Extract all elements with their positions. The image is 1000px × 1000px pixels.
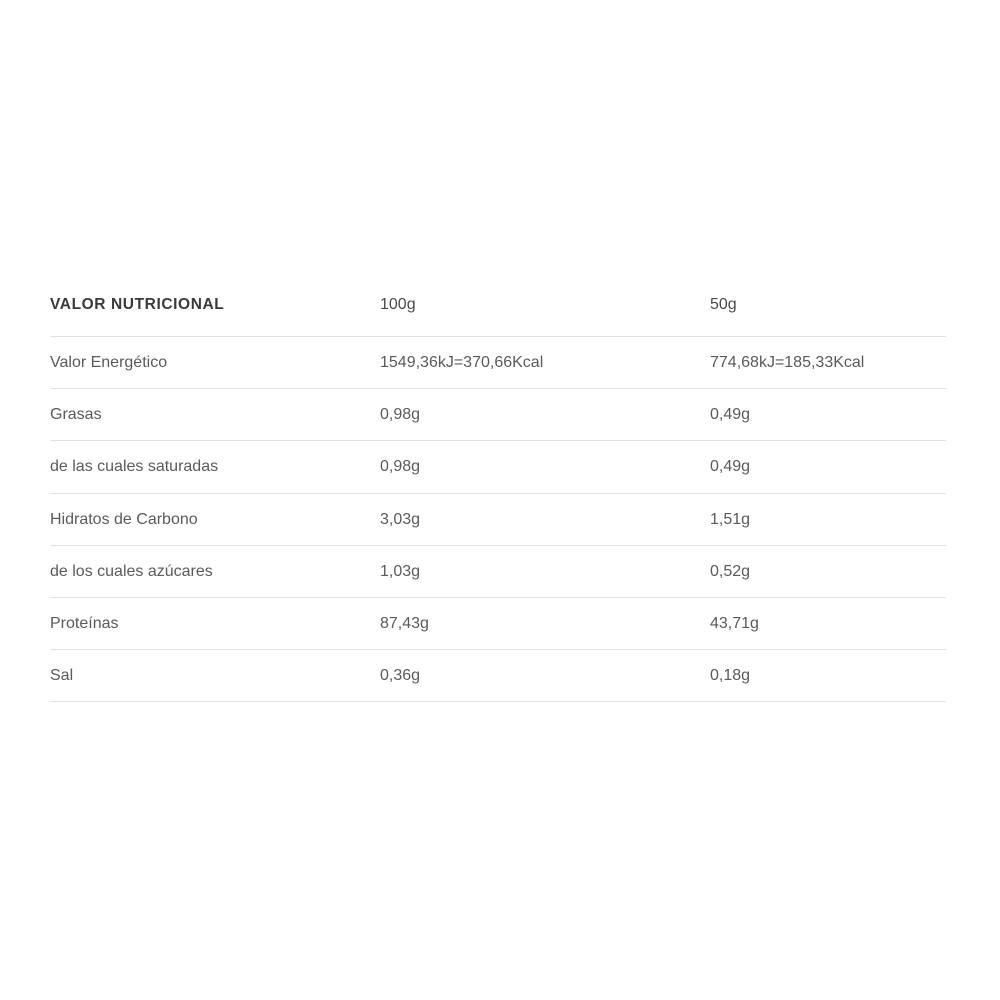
column-header-100g: 100g bbox=[380, 296, 416, 313]
row-value-50g: 774,68kJ=185,33Kcal bbox=[710, 337, 946, 389]
row-value-100g: 3,03g bbox=[380, 493, 710, 545]
row-label: Valor Energético bbox=[50, 337, 380, 389]
row-value-100g: 1549,36kJ=370,66Kcal bbox=[380, 337, 710, 389]
table-row bbox=[50, 650, 946, 702]
row-value-50g: 0,49g bbox=[710, 441, 946, 493]
row-value-100g: 87,43g bbox=[380, 597, 710, 649]
row-label: de los cuales azúcares bbox=[50, 545, 380, 597]
table-body bbox=[50, 337, 946, 702]
nutrition-table bbox=[50, 296, 946, 702]
row-label: Proteínas bbox=[50, 597, 380, 649]
table-row bbox=[50, 389, 946, 441]
row-label: de las cuales saturadas bbox=[50, 441, 380, 493]
row-value-50g: 1,51g bbox=[710, 493, 946, 545]
table-row bbox=[50, 441, 946, 493]
row-label: Grasas bbox=[50, 389, 380, 441]
column-header-nutrient: VALOR NUTRICIONAL bbox=[50, 296, 225, 313]
column-header-50g: 50g bbox=[710, 296, 737, 313]
table-row bbox=[50, 545, 946, 597]
row-value-50g: 43,71g bbox=[710, 597, 946, 649]
row-label: Hidratos de Carbono bbox=[50, 493, 380, 545]
row-value-50g: 0,18g bbox=[710, 650, 946, 702]
table-header-row bbox=[50, 296, 946, 337]
row-value-50g: 0,52g bbox=[710, 545, 946, 597]
table-row bbox=[50, 597, 946, 649]
table-row bbox=[50, 337, 946, 389]
row-value-100g: 1,03g bbox=[380, 545, 710, 597]
table-row bbox=[50, 493, 946, 545]
table-header bbox=[50, 296, 946, 337]
row-value-100g: 0,98g bbox=[380, 389, 710, 441]
row-value-100g: 0,98g bbox=[380, 441, 710, 493]
row-value-100g: 0,36g bbox=[380, 650, 710, 702]
row-value-50g: 0,49g bbox=[710, 389, 946, 441]
row-label: Sal bbox=[50, 650, 380, 702]
